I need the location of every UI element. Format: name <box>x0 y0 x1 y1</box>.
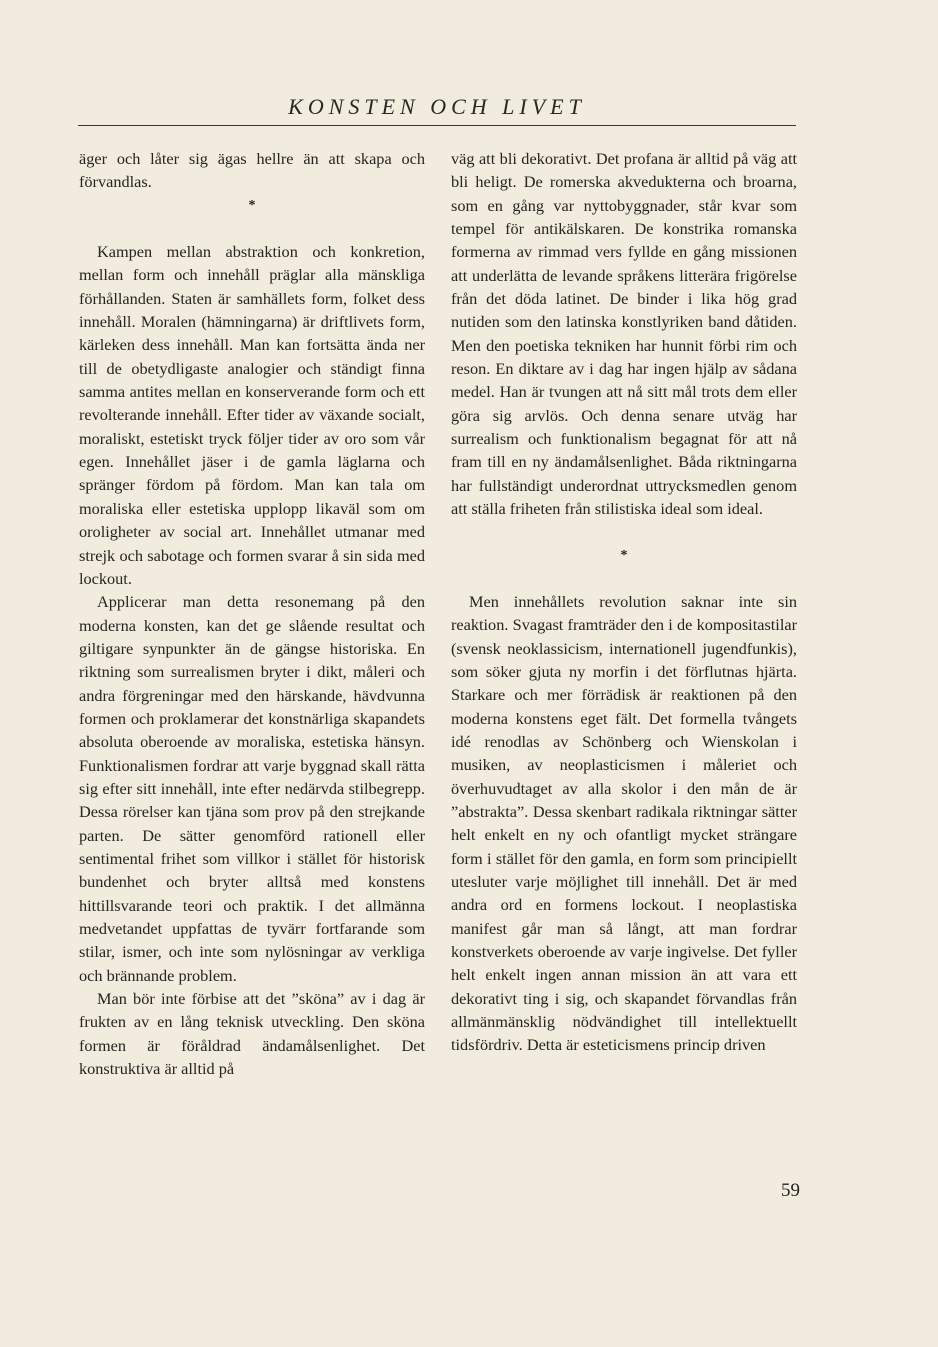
paragraph: Kampen mellan abstraktion och konkretion, mellan form och innehåll präglar alla mänskliga förhållanden. Staten är samhällets form, folket dess innehåll. Moralen (hämningarna) är driftlivets form, kärleken dess innehåll. Man kan fortsätta ända ner till de obetydligaste analogier och ständigt finna samma antites mellan en konserverande form och ett revolterande innehåll. Efter tider av växande socialt, moraliskt, estetiskt tryck följer tider av oro som vår egen. Innehållet jäser i de gamla läglarna och spränger fördom på fördom. Man kan tala om moraliska eller estetiska upplopp likaväl som om oroligheter av social art. Innehållet utmanar med strejk och sabotage och formen svarar å sin sida med lockout. <box>79 242 425 588</box>
header-rule <box>78 125 796 126</box>
page-number: 59 <box>781 1180 800 1201</box>
section-separator: * <box>248 197 256 213</box>
section-separator: * <box>620 547 628 563</box>
paragraph: väg att bli dekorativt. Det profana är alltid på väg att bli heligt. De romerska akvedukterna och broarna, som en gång var nyttobyggnader, står kvar som tempel för antikälskaren. De konstrika romanska formerna av rimmad vers fyllde en gång missionen att underlätta de levande språkens litterära frigörelse från det döda latinet. De binder i lika hög grad nutiden som den latinska konstlyriken band dåtiden. Men den poetiska tekniken har hunnit förbi rim och reson. En diktare av i dag har ingen hjälp av sådana medel. Han är tvungen att nå sitt mål trots dem eller göra sig arvlös. Och denna senare utväg har surrealism och funktionalism begagnat för att nå fram till en ny ändamålsenlighet. Båda riktningarna har fullständigt underordnat uttrycksmedlen genom att ställa friheten från stilistiska ideal som ideal. <box>451 149 797 519</box>
paragraph: Applicerar man detta resonemang på den moderna konsten, kan det ge slående resultat och giltigare synpunkter än de gängse historiska. En riktning som surrealismen bryter i dikt, måleri och andra förgreningar med den härskande, hävdvunna formen och proklamerar det konstnärliga skapandets absoluta oberoende av moraliska, estetiska hänsyn. Funktionalismen fordrar att varje byggnad skall rätta sig efter sitt innehåll, inte efter nedärvda stilbegrepp. Dessa rörelser kan tjäna som prov på den strejkande parten. De sätter genomförd rationell eller sentimental frihet som villkor i stället för historisk bundenhet och bryter alltså med konstens hittillsvarande teori och praktik. I det allmänna medvetandet uppfattas de tyvärr fortfarande som stilar, ismer, och inte som nylösningar av verkliga och brännande problem. <box>79 592 425 985</box>
running-head: KONSTEN OCH LIVET <box>288 94 586 119</box>
left-column <box>79 147 425 1080</box>
paragraph: Man bör inte förbise att det ”sköna” av i dag är frukten av en lång teknisk utveckling. Den sköna formen är föråldrad ändamålsenlighet. Det konstruktiva är alltid på <box>79 989 425 1079</box>
paragraph: Men innehållets revolution saknar inte sin reaktion. Svagast framträder den i de kompositastilar (svensk neoklassicism, internationell jugendfunkis), som söker gjuta ny morfin i det förflutnas hjärta. Starkare och mer förrädisk är reaktionen på den moderna konstens eget fält. Det formella tvångets idé renodlas av Schönberg och Wienskolan i musiken, av neoplasticismen i måleriet och överhuvudtaget av alla skolor i den mån de är ”abstrakta”. Dessa skenbart radikala riktningar sätter helt enkelt en ny och ofantligt mycket strängare form i stället för den gamla, en form som principiellt utesluter varje möjlighet till innehåll. Det är med andra ord en formens lockout. I neoplastiska manifest går man så långt, att man fordrar konstverkets oberoende av varje ingivelse. Det fyller helt enkelt ingen annan mission än att vara ett dekorativt ting i sig, och skapandet förvandlas från allmänmänsklig nödvändighet till intellektuellt tidsfördriv. Detta är esteticismens princip driven <box>451 591 797 1055</box>
paragraph: äger och låter sig ägas hellre än att skapa och förvandlas. <box>79 149 425 192</box>
right-column <box>451 147 797 1057</box>
